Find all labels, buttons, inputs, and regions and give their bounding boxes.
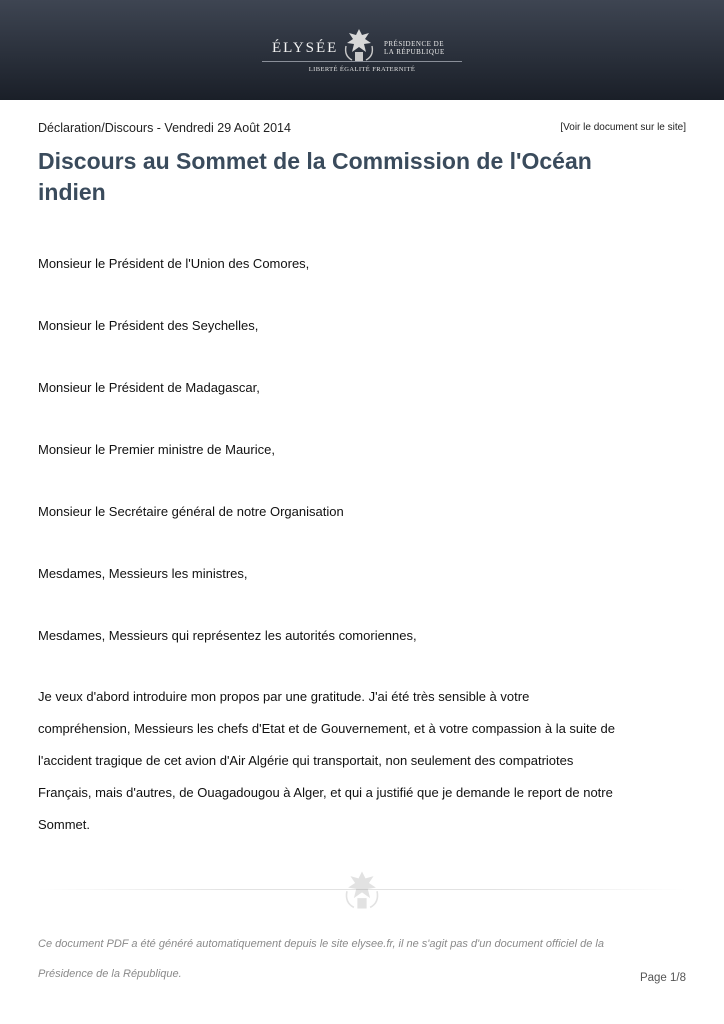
footer-disclaimer: Ce document PDF a été généré automatiquement depuis le site elysee.fr, il ne s'agit pas d'un document officiel de la bbox=[38, 938, 604, 950]
brand-name: ÉLYSÉE bbox=[272, 40, 339, 56]
body-line: compréhension, Messieurs les chefs d'Etat et de Gouvernement, et à votre compassion à la suite de bbox=[38, 721, 615, 736]
body-line: Français, mais d'autres, de Ouagadougou à Alger, et qui a justifié que je demande le report de notre bbox=[38, 785, 613, 800]
view-document-link[interactable]: [Voir le document sur le site] bbox=[560, 122, 686, 133]
logo-divider bbox=[262, 61, 462, 62]
document-title: Discours au Sommet de la Commission de l'Océan indien bbox=[38, 148, 592, 205]
presidence-label: PRÉSIDENCE DE LA RÉPUBLIQUE bbox=[384, 40, 445, 56]
salutation: Mesdames, Messieurs qui représentez les autorités comoriennes, bbox=[38, 628, 417, 643]
salutation: Monsieur le Président de l'Union des Comores, bbox=[38, 256, 310, 271]
body-line: l'accident tragique de cet avion d'Air Algérie qui transportait, non seulement des compatriotes bbox=[38, 753, 574, 768]
republic-emblem-icon bbox=[342, 26, 376, 64]
salutation: Monsieur le Président des Seychelles, bbox=[38, 318, 259, 333]
salutation: Monsieur le Président de Madagascar, bbox=[38, 380, 260, 395]
footer-disclaimer: Présidence de la République. bbox=[38, 968, 182, 980]
elysee-logo[interactable] bbox=[262, 26, 462, 74]
motto: LIBERTÉ ÉGALITÉ FRATERNITÉ bbox=[308, 66, 416, 73]
meta-row bbox=[38, 121, 686, 137]
category-date: Déclaration/Discours - Vendredi 29 Août 2014 bbox=[38, 121, 291, 135]
salutation: Mesdames, Messieurs les ministres, bbox=[38, 566, 248, 581]
page-number: Page 1/8 bbox=[639, 972, 686, 984]
body-line: Sommet. bbox=[38, 817, 91, 832]
salutation: Monsieur le Premier ministre de Maurice, bbox=[38, 442, 275, 457]
watermark-emblem-icon bbox=[342, 868, 382, 912]
body-line: Je veux d'abord introduire mon propos par une gratitude. J'ai été très sensible à votre bbox=[38, 689, 530, 704]
salutation: Monsieur le Secrétaire général de notre Organisation bbox=[38, 504, 344, 519]
page-header bbox=[0, 0, 724, 100]
